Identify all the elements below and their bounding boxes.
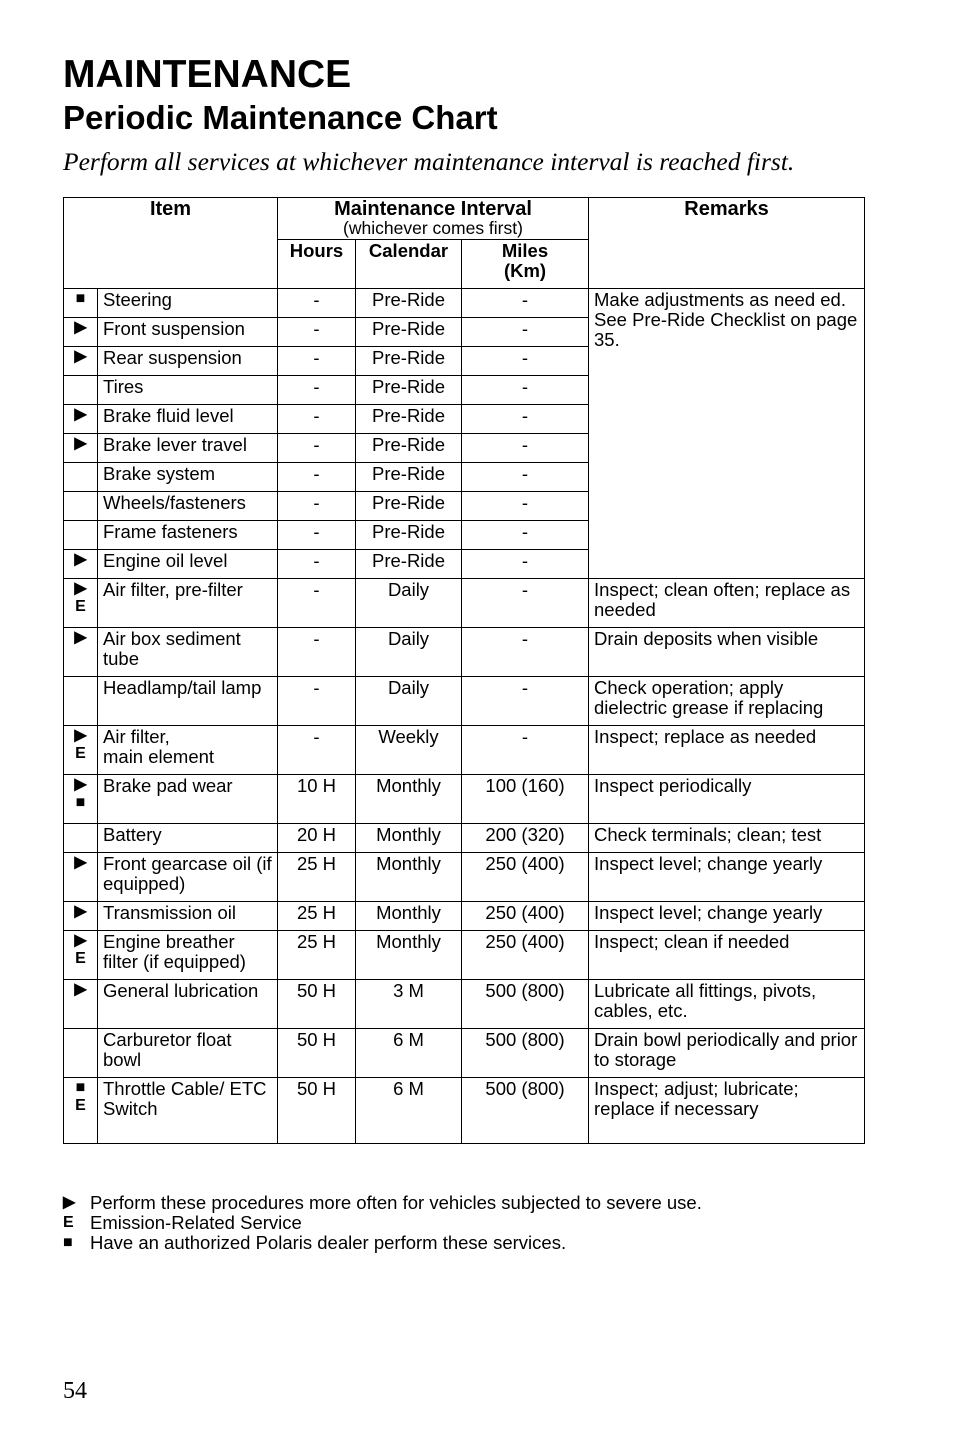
row-hours: 20 H [278, 824, 356, 853]
emission-e-icon: E [75, 598, 86, 615]
row-item-text: Air box sediment tube [103, 628, 241, 669]
row-symbols [64, 980, 98, 1029]
row-item [98, 1029, 278, 1078]
play-icon: ▶ [74, 932, 87, 949]
legend-row-emission [63, 1213, 702, 1233]
row-remarks: Inspect; replace as needed [589, 726, 865, 775]
row-miles: - [462, 628, 589, 677]
row-miles: - [462, 521, 589, 550]
play-icon: ▶ [74, 629, 87, 646]
row-miles: - [462, 677, 589, 726]
play-icon: ▶ [74, 435, 87, 452]
row-hours: - [278, 492, 356, 521]
square-icon: ■ [75, 290, 86, 307]
square-icon: ■ [63, 1234, 73, 1251]
row-symbols [64, 463, 98, 492]
header-item: Item [64, 198, 278, 289]
row-calendar: Monthly [356, 824, 462, 853]
row-item-text: Tires [103, 376, 144, 397]
row-calendar: Monthly [356, 931, 462, 980]
maintenance-table [63, 197, 865, 1144]
row-remarks: Drain bowl periodically and prior to storage [589, 1029, 865, 1078]
row-item [98, 628, 278, 677]
play-icon: ▶ [74, 727, 87, 744]
play-icon: ▶ [74, 776, 87, 793]
row-calendar: Daily [356, 628, 462, 677]
row-hours: - [278, 550, 356, 579]
header-km-label: (Km) [503, 260, 547, 281]
chart-title: Periodic Maintenance Chart [63, 99, 498, 136]
row-symbols [64, 347, 98, 376]
emission-e-icon: E [75, 950, 86, 967]
row-miles: 500 (800) [462, 1078, 589, 1144]
row-hours: - [278, 521, 356, 550]
row-miles: - [462, 726, 589, 775]
row-calendar: Pre-Ride [356, 434, 462, 463]
row-calendar: Weekly [356, 726, 462, 775]
table-row [64, 775, 865, 824]
play-icon: ▶ [74, 981, 87, 998]
row-item [98, 434, 278, 463]
row-item-text: General lubrication [103, 980, 259, 1001]
table-row [64, 677, 865, 726]
row-miles: - [462, 289, 589, 318]
row-calendar: Daily [356, 579, 462, 628]
row-symbols [64, 931, 98, 980]
table-row [64, 1078, 865, 1144]
row-remarks: Inspect periodically [589, 775, 865, 824]
row-symbols [64, 628, 98, 677]
row-item-text: Rear suspension [103, 347, 242, 368]
row-calendar: 6 M [356, 1078, 462, 1144]
header-hours: Hours [278, 240, 356, 289]
row-item [98, 318, 278, 347]
play-icon: ▶ [63, 1194, 76, 1211]
row-item-text: Brake lever travel [103, 434, 247, 455]
row-item [98, 677, 278, 726]
row-item [98, 492, 278, 521]
row-item [98, 726, 278, 775]
legend-text: Perform these procedures more often for vehicles subjected to severe use. [90, 1192, 702, 1213]
row-remarks: Inspect level; change yearly [589, 853, 865, 902]
row-item [98, 980, 278, 1029]
row-hours: 50 H [278, 980, 356, 1029]
row-item-text: Engine oil level [103, 550, 228, 571]
play-icon: ▶ [74, 348, 87, 365]
emission-e-icon: E [63, 1214, 74, 1231]
row-symbols [64, 492, 98, 521]
row-symbols [64, 289, 98, 318]
row-symbols [64, 521, 98, 550]
row-item [98, 1078, 278, 1144]
row-symbols [64, 579, 98, 628]
row-miles: - [462, 318, 589, 347]
row-symbols [64, 902, 98, 931]
header-miles-label: Miles [501, 240, 549, 261]
row-item [98, 289, 278, 318]
table-body [64, 289, 865, 1144]
play-icon: ▶ [74, 903, 87, 920]
legend-text: Emission-Related Service [90, 1212, 302, 1233]
row-hours: 25 H [278, 853, 356, 902]
header-miles [462, 240, 589, 289]
row-remarks: Check operation; apply dielectric grease if replacing [589, 677, 865, 726]
row-item [98, 824, 278, 853]
row-miles: - [462, 579, 589, 628]
row-symbols [64, 405, 98, 434]
row-calendar: Pre-Ride [356, 318, 462, 347]
row-calendar: Pre-Ride [356, 376, 462, 405]
row-hours: - [278, 318, 356, 347]
header-calendar: Calendar [356, 240, 462, 289]
row-item [98, 775, 278, 824]
square-icon: ■ [75, 794, 86, 811]
row-hours: - [278, 463, 356, 492]
row-item-text: Transmission oil [103, 902, 236, 923]
row-remarks: Drain deposits when visible [589, 628, 865, 677]
row-item-text: Engine breather filter (if equipped) [103, 931, 246, 972]
table-row [64, 289, 865, 318]
row-item [98, 579, 278, 628]
play-icon: ▶ [74, 854, 87, 871]
row-hours: - [278, 579, 356, 628]
row-calendar: 6 M [356, 1029, 462, 1078]
row-miles: 250 (400) [462, 853, 589, 902]
intro-text: Perform all services at whichever maintenance interval is reached first. [63, 147, 795, 176]
row-item [98, 405, 278, 434]
row-symbols [64, 318, 98, 347]
row-item [98, 550, 278, 579]
header-interval-label: Maintenance Interval [334, 198, 532, 220]
row-miles: - [462, 492, 589, 521]
row-hours: - [278, 376, 356, 405]
row-symbols [64, 1078, 98, 1144]
table-row [64, 579, 865, 628]
row-symbols [64, 1029, 98, 1078]
row-miles: - [462, 347, 589, 376]
row-calendar: Monthly [356, 902, 462, 931]
row-item-text: Brake pad wear [103, 775, 233, 796]
row-miles: - [462, 550, 589, 579]
row-symbols [64, 853, 98, 902]
row-symbols [64, 434, 98, 463]
table-row [64, 628, 865, 677]
play-icon: ▶ [74, 551, 87, 568]
row-hours: - [278, 405, 356, 434]
row-miles: 500 (800) [462, 1029, 589, 1078]
row-miles: - [462, 463, 589, 492]
row-hours: - [278, 347, 356, 376]
row-hours: - [278, 677, 356, 726]
row-item [98, 376, 278, 405]
row-remarks-shared: Make adjustments as need ed. See Pre-Ride Checklist on page 35. [589, 289, 865, 579]
square-icon: ■ [75, 1079, 86, 1096]
row-symbols [64, 824, 98, 853]
row-item [98, 902, 278, 931]
row-miles: 250 (400) [462, 931, 589, 980]
table-row [64, 1029, 865, 1078]
row-calendar: Pre-Ride [356, 289, 462, 318]
row-hours: 25 H [278, 931, 356, 980]
row-item [98, 853, 278, 902]
row-miles: - [462, 434, 589, 463]
table-row [64, 980, 865, 1029]
play-icon: ▶ [74, 319, 87, 336]
row-calendar: Pre-Ride [356, 550, 462, 579]
row-calendar: Monthly [356, 853, 462, 902]
row-miles: 200 (320) [462, 824, 589, 853]
row-calendar: Monthly [356, 775, 462, 824]
row-item-text: Steering [103, 289, 172, 310]
row-item-text: Headlamp/tail lamp [103, 677, 262, 698]
row-calendar: Pre-Ride [356, 492, 462, 521]
row-remarks: Inspect; clean if needed [589, 931, 865, 980]
row-symbols [64, 550, 98, 579]
row-item [98, 463, 278, 492]
row-hours: - [278, 628, 356, 677]
page-number: 54 [63, 1378, 87, 1404]
table-row [64, 853, 865, 902]
row-miles: 250 (400) [462, 902, 589, 931]
row-hours: 25 H [278, 902, 356, 931]
row-hours: 50 H [278, 1029, 356, 1078]
row-miles: 100 (160) [462, 775, 589, 824]
row-miles: 500 (800) [462, 980, 589, 1029]
row-item-text: Brake system [103, 463, 216, 484]
legend-text: Have an authorized Polaris dealer perform these services. [90, 1232, 567, 1253]
row-miles: - [462, 405, 589, 434]
table-row [64, 931, 865, 980]
header-interval-note: (whichever comes first) [343, 218, 523, 238]
row-hours: - [278, 434, 356, 463]
row-remarks: Inspect; adjust; lubricate; replace if necessary [589, 1078, 865, 1144]
row-calendar: 3 M [356, 980, 462, 1029]
row-hours: - [278, 726, 356, 775]
emission-e-icon: E [75, 745, 86, 762]
row-calendar: Pre-Ride [356, 347, 462, 376]
row-item-text: Front gearcase oil (if equipped) [103, 853, 272, 894]
row-calendar: Pre-Ride [356, 463, 462, 492]
row-item-text: Throttle Cable/ ETC Switch [103, 1078, 267, 1119]
row-remarks: Inspect level; change yearly [589, 902, 865, 931]
table-row [64, 726, 865, 775]
row-symbols [64, 775, 98, 824]
legend-row-severe-use [63, 1193, 702, 1213]
table-row [64, 902, 865, 931]
row-item [98, 347, 278, 376]
header-remarks: Remarks [589, 198, 865, 289]
row-item-text: Air filter, main element [103, 726, 215, 767]
table-row [64, 824, 865, 853]
row-item-text: Air filter, pre-filter [103, 579, 243, 600]
row-item-text: Wheels/fasteners [103, 492, 246, 513]
row-item-text: Frame fasteners [103, 521, 238, 542]
row-item-text: Carburetor float bowl [103, 1029, 232, 1070]
row-symbols [64, 677, 98, 726]
row-hours: - [278, 289, 356, 318]
section-title: MAINTENANCE [63, 53, 352, 96]
row-hours: 50 H [278, 1078, 356, 1144]
row-item [98, 931, 278, 980]
row-item-text: Front suspension [103, 318, 245, 339]
play-icon: ▶ [74, 406, 87, 423]
row-item [98, 521, 278, 550]
row-symbols [64, 726, 98, 775]
row-item-text: Battery [103, 824, 162, 845]
row-remarks: Check terminals; clean; test [589, 824, 865, 853]
row-hours: 10 H [278, 775, 356, 824]
row-calendar: Daily [356, 677, 462, 726]
row-remarks: Inspect; clean often; replace as needed [589, 579, 865, 628]
row-calendar: Pre-Ride [356, 405, 462, 434]
legend-row-dealer [63, 1233, 702, 1253]
row-remarks: Lubricate all fittings, pivots, cables, etc. [589, 980, 865, 1029]
row-symbols [64, 376, 98, 405]
play-icon: ▶ [74, 580, 87, 597]
row-miles: - [462, 376, 589, 405]
header-interval [278, 198, 589, 240]
row-item-text: Brake fluid level [103, 405, 234, 426]
legend [63, 1193, 702, 1253]
emission-e-icon: E [75, 1097, 86, 1114]
row-calendar: Pre-Ride [356, 521, 462, 550]
